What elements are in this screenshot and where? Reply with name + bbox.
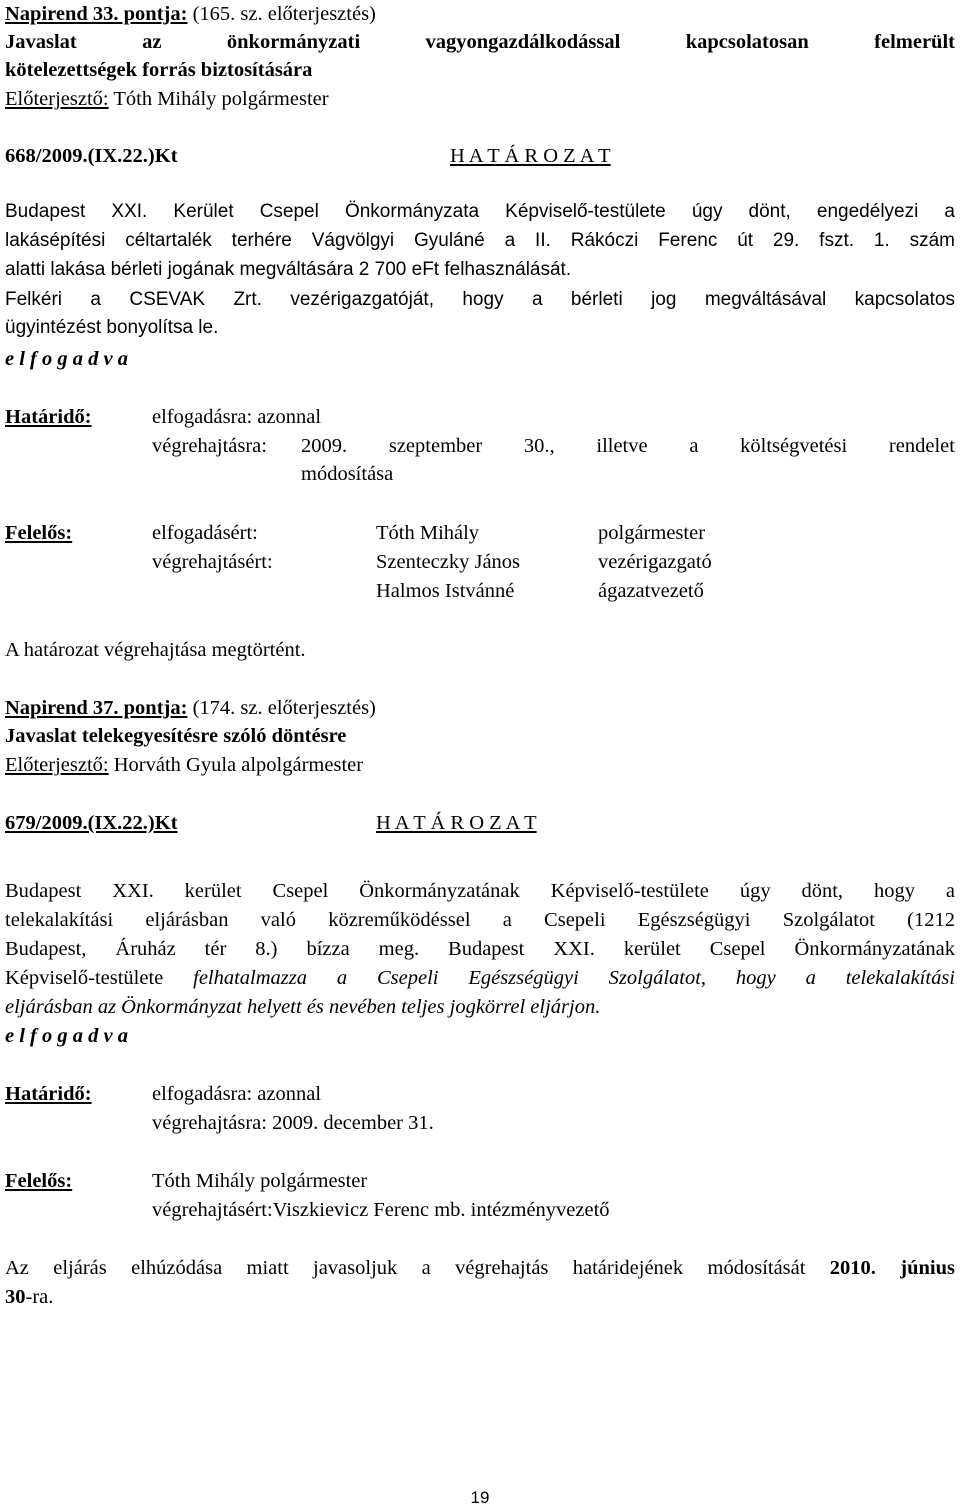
item2-body-line4 [5,966,955,990]
item2-body-line: Budapest XXI. kerület Csepel Önkormányzatának Képviselő-testülete úgy dönt, hogy a [5,880,955,902]
deadline-word: rendelet [888,435,955,457]
item2-deadline-row: elfogadásra: azonnal [152,1083,322,1105]
note-word: határidejének [572,1257,684,1279]
resp-title: vezérigazgató [598,551,712,573]
item1-deadline-row2 [301,434,955,458]
item2-note-line2 [5,1285,955,1309]
item2-presenter [5,753,955,777]
note-word: eljárás [53,1257,107,1279]
deadline-word: illetve [596,435,648,457]
item1-title-word: önkormányzati [226,31,361,53]
item1-title-word: felmerült [874,31,955,53]
item1-title-line2: kötelezettségek forrás biztosítására [5,59,313,81]
item2-presenter-label: Előterjesztő: [5,754,109,776]
deadline-word: 30., [523,435,555,457]
item2-presenter-value: Horváth Gyula alpolgármester [108,754,364,776]
item1-done-note: A határozat végrehajtása megtörtént. [5,639,306,661]
item1-title-line1 [5,30,955,54]
deadline-word: szeptember [388,435,483,457]
item1-body-line: Felkéri a CSEVAK Zrt. vezérigazgatóját, hogy a bérleti jog megváltásával kapcsolatos [5,289,955,310]
item1-deadline-row3: módosítása [301,463,394,485]
item2-note-line1 [5,1256,955,1280]
note-word-bold: június [900,1257,955,1279]
deadline-word: költségvetési [740,435,848,457]
item2-body-line5: eljárásban az Önkormányzat helyett és nevében teljes jogkörrel eljárjon. [5,996,601,1018]
item1-body-line: lakásépítési céltartalék terhére Vágvölgyi Gyuláné a II. Rákóczi Ferenc út 29. fszt. 1. szám [5,230,955,251]
item1-deadline-row2-label: végrehajtásra: [152,435,267,457]
item2-body-line: telekalakítási eljárásban való közreműködéssel a Csepeli Egészségügyi Szolgálatot (1212 [5,909,955,931]
item1-body-line: ügyintézést bonyolítsa le. [5,317,219,338]
note-word-bold: 2010. [829,1257,876,1279]
item2-body-line: Budapest, Áruház tér 8.) bízza meg. Budapest XXI. kerület Csepel Önkormányzatának [5,938,955,960]
deadline-word: 2009. [301,435,348,457]
note-word: elhúzódása [131,1257,223,1279]
item2-deadline-row: végrehajtásra: 2009. december 31. [152,1112,434,1134]
resp-name: Tóth Mihály [376,522,480,544]
item1-responsible-label: Felelős: [5,522,73,544]
note-date-suffix: -ra. [25,1286,54,1308]
item1-body-line: alatti lakása bérleti jogának megváltására 2 700 eFt felhasználását. [5,259,572,280]
item2-heading-suffix: (174. sz. előterjesztés) [187,697,376,719]
note-word: a [421,1257,431,1279]
item1-title-word: az [142,31,162,53]
item1-presenter-value: Tóth Mihály polgármester [108,88,329,110]
item1-title-word: kapcsolatosan [685,31,809,53]
item2-heading-prefix: Napirend 37. pontja: [5,697,188,719]
item1-presenter-label: Előterjesztő: [5,88,109,110]
item2-title: Javaslat telekegyesítésre szóló döntésre [5,725,347,747]
item2-responsible-row: Tóth Mihály polgármester [152,1170,368,1192]
resp-role: végrehajtásért: [152,551,273,573]
item1-decision-number: 668/2009.(IX.22.)Kt [5,145,178,167]
item2-body-plain: Képviselő-testülete [5,967,194,989]
item1-presenter [5,87,955,111]
item1-heading-suffix: (165. sz. előterjesztés) [187,3,376,25]
resp-name: Halmos Istvánné [376,580,515,602]
item2-decision-word: H A T Á R O Z A T [376,812,537,834]
item1-body-line: Budapest XXI. Kerület Csepel Önkormányzata Képviselő-testülete úgy dönt, engedélyezi a [5,201,955,222]
item2-heading [5,696,955,720]
item2-responsible-label: Felelős: [5,1170,73,1192]
item2-decision-number: 679/2009.(IX.22.)Kt [5,812,178,834]
note-word: miatt [246,1257,289,1279]
item1-decision-word: H A T Á R O Z A T [450,145,611,167]
page-number: 19 [470,1488,490,1507]
item2-accepted: e l f o g a d v a [5,1025,128,1047]
item1-deadline-label: Határidő: [5,406,92,428]
resp-title: polgármester [598,522,706,544]
note-word: végrehajtás [455,1257,549,1279]
item1-heading [5,2,955,26]
item1-accepted: e l f o g a d v a [5,348,128,370]
note-word: Az [5,1257,29,1279]
resp-role: elfogadásért: [152,522,258,544]
item2-body-italic: felhatalmazza a Csepeli Egészségügyi Szolgálatot, hogy a telekalakítási [193,967,955,989]
note-word: javasoljuk [313,1257,398,1279]
note-word: módosítását [707,1257,806,1279]
resp-title: ágazatvezető [598,580,704,602]
item1-title-word: Javaslat [5,31,77,53]
item1-title-word: vagyongazdálkodással [425,31,621,53]
item1-deadline-row: elfogadásra: azonnal [152,406,322,428]
item2-responsible-row: végrehajtásért:Viszkievicz Ferenc mb. intézményvezető [152,1199,610,1221]
note-date-bold: 30 [5,1286,26,1308]
resp-name: Szenteczky János [376,551,521,573]
item2-deadline-label: Határidő: [5,1083,92,1105]
deadline-word: a [689,435,699,457]
item1-heading-prefix: Napirend 33. pontja: [5,3,188,25]
